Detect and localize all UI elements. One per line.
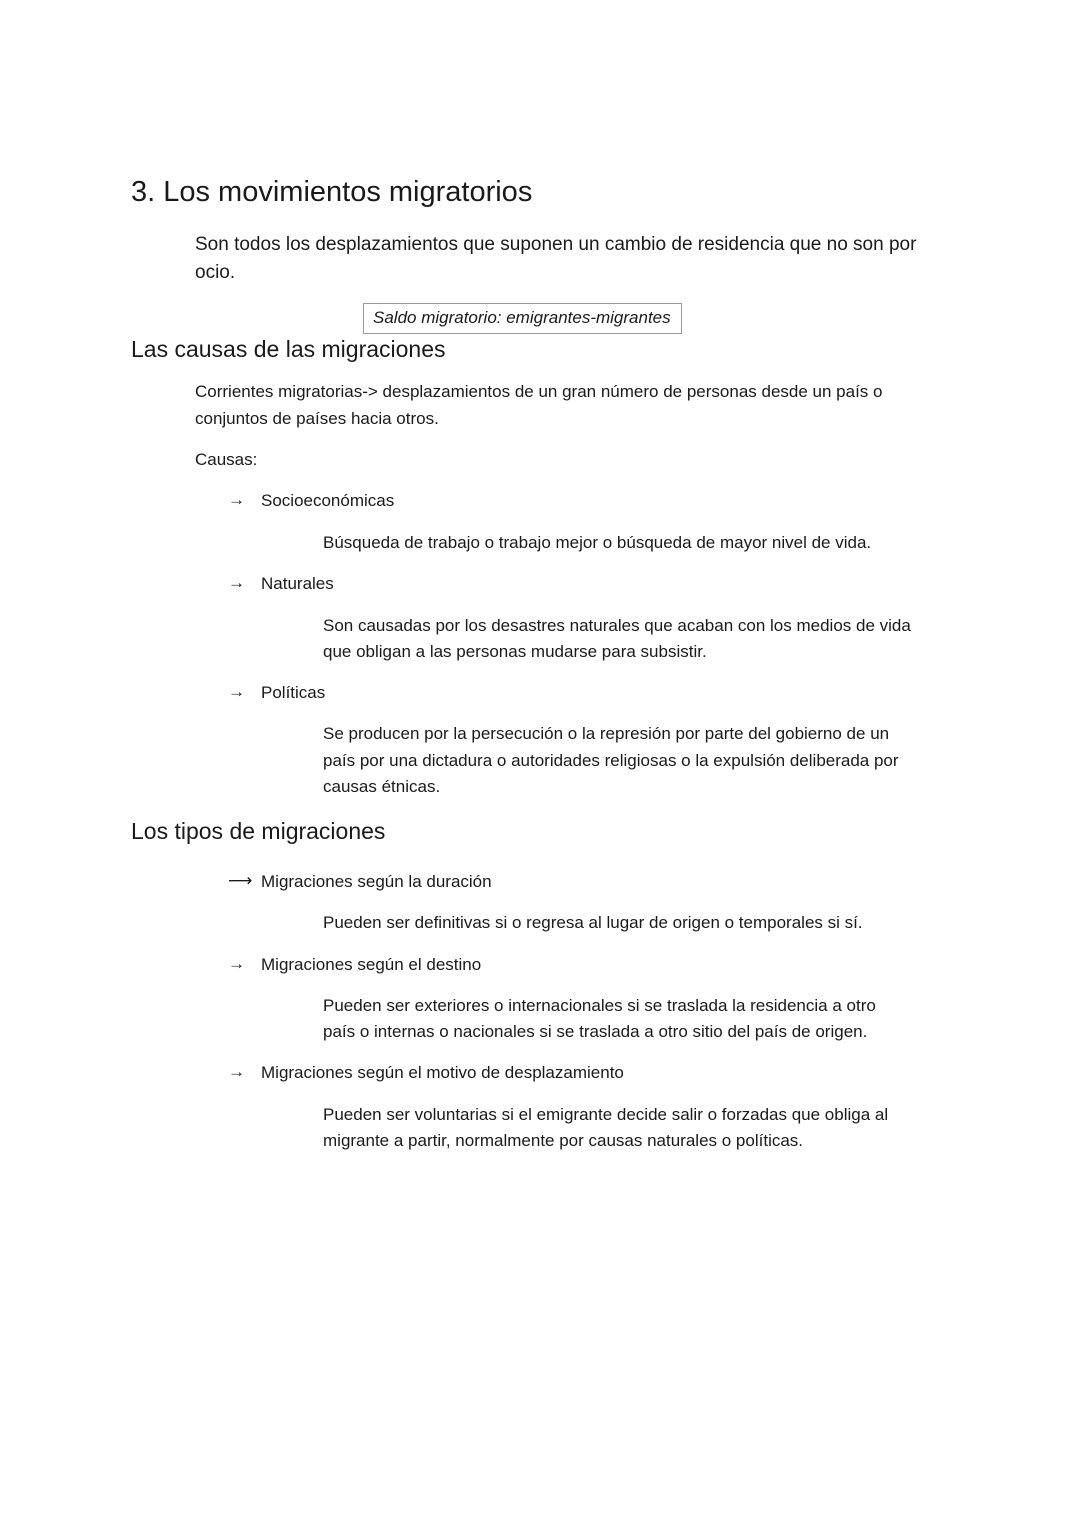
causa-label-socioeconomicas: Socioeconómicas: [261, 491, 395, 510]
saldo-migratorio-box: Saldo migratorio: emigrantes-migrantes: [363, 303, 682, 334]
arrow-right-icon: →: [228, 490, 245, 509]
causa-desc-line: que obligan a las personas mudarse para subsistir.: [323, 642, 707, 661]
tipo-label-duracion: Migraciones según la duración: [261, 872, 492, 891]
tipo-label-destino: Migraciones según el destino: [261, 955, 482, 974]
tipo-desc-line: migrante a partir, normalmente por causas naturales o políticas.: [323, 1131, 804, 1150]
tipo-desc-line: país o internas o nacionales si se traslada a otro sitio del país de origen.: [323, 1022, 868, 1041]
corrientes-line-1: Corrientes migratorias-> desplazamientos de un gran número de personas desde un país o: [195, 382, 883, 401]
causa-desc-line: Búsqueda de trabajo o trabajo mejor o búsqueda de mayor nivel de vida.: [323, 533, 872, 552]
tipo-desc-line: Pueden ser voluntarias si el emigrante decide salir o forzadas que obliga al: [323, 1105, 889, 1124]
tipo-desc-line: Pueden ser definitivas si o regresa al lugar de origen o temporales si sí.: [323, 913, 863, 932]
tipo-label-motivo: Migraciones según el motivo de desplazamiento: [261, 1063, 624, 1082]
causas-label: Causas:: [195, 450, 258, 469]
arrow-right-icon: →: [228, 682, 245, 701]
page-title: 3. Los movimientos migratorios: [131, 176, 533, 208]
arrow-right-icon: →: [228, 1062, 245, 1081]
long-arrow-right-icon: ⟶: [228, 871, 253, 890]
heading-tipos: Los tipos de migraciones: [131, 818, 386, 844]
causa-desc-line: Son causadas por los desastres naturales que acaban con los medios de vida: [323, 616, 911, 635]
causa-desc-line: país por una dictadura o autoridades religiosas o la expulsión deliberada por: [323, 751, 899, 770]
arrow-right-icon: →: [228, 573, 245, 592]
heading-causas: Las causas de las migraciones: [131, 336, 446, 362]
intro-line-1: Son todos los desplazamientos que suponen un cambio de residencia que no son por: [195, 234, 917, 255]
corrientes-line-2: conjuntos de países hacia otros.: [195, 409, 439, 428]
causa-desc-line: Se producen por la persecución o la represión por parte del gobierno de un: [323, 724, 890, 743]
causa-desc-line: causas étnicas.: [323, 777, 441, 796]
arrow-right-icon: →: [228, 954, 245, 973]
tipo-desc-line: Pueden ser exteriores o internacionales si se traslada la residencia a otro: [323, 996, 876, 1015]
causa-label-politicas: Políticas: [261, 683, 326, 702]
intro-line-2: ocio.: [195, 262, 236, 283]
causa-label-naturales: Naturales: [261, 574, 334, 593]
